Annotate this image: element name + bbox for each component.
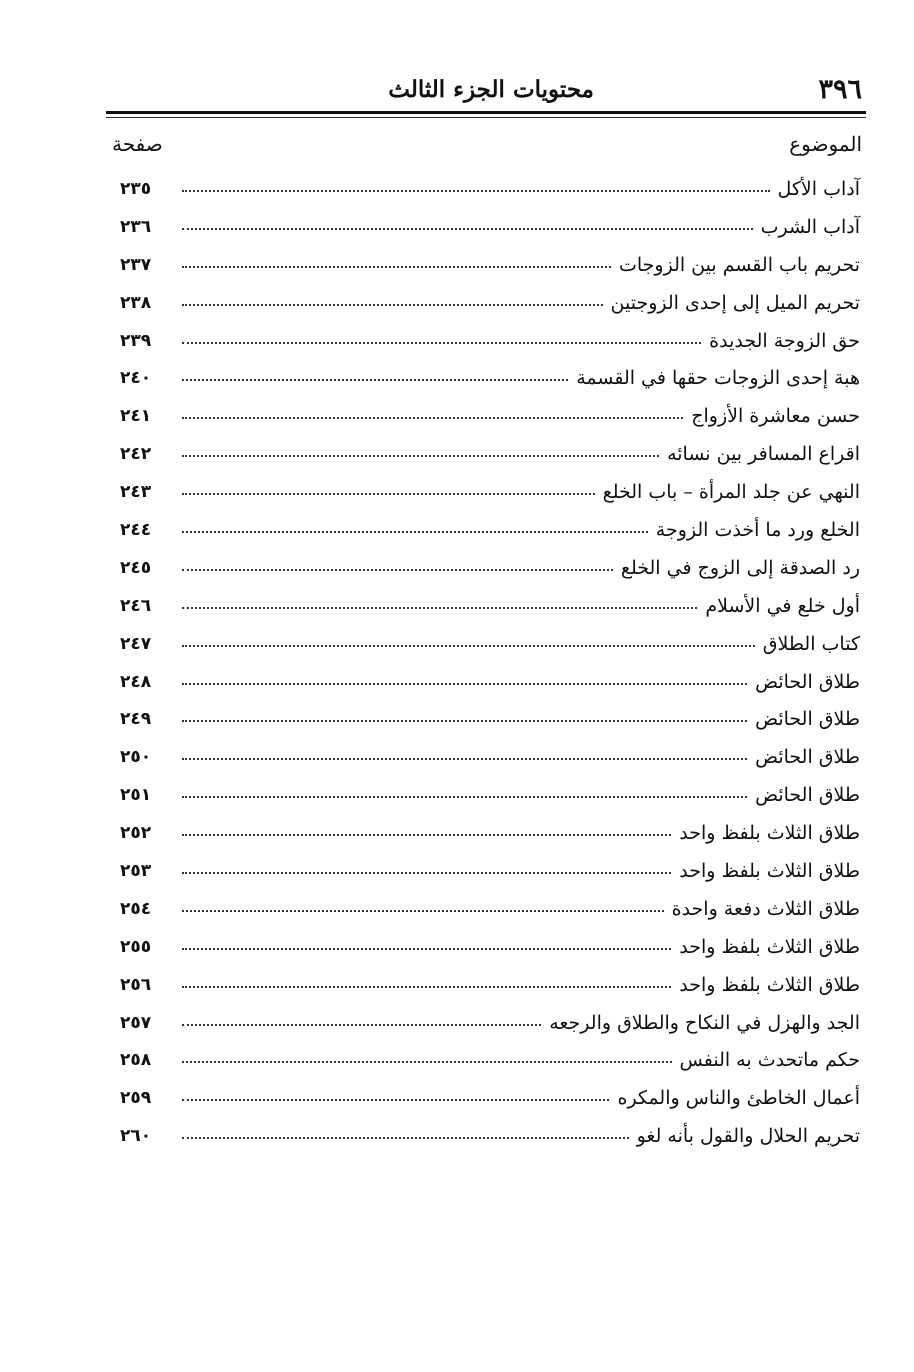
toc-entry-page: ٢٦٠ xyxy=(120,1126,152,1147)
toc-entry xyxy=(120,814,860,852)
toc-entry-title: أعمال الخاطئ والناس والمكره xyxy=(617,1087,860,1110)
dot-leader xyxy=(182,796,747,798)
toc-entry xyxy=(120,397,860,435)
toc-entry xyxy=(120,1004,860,1042)
toc-entry-title: طلاق الحائض xyxy=(755,670,860,693)
toc-entry-page: ٢٣٥ xyxy=(120,178,152,199)
toc-entry-title: حق الزوجة الجديدة xyxy=(709,329,860,352)
dot-leader xyxy=(182,758,747,760)
toc-entry-title: طلاق الحائض xyxy=(755,784,860,807)
toc-entry-page: ٢٥٧ xyxy=(120,1012,152,1033)
toc-entry-title: طلاق الثلاث بلفظ واحد xyxy=(679,935,860,958)
toc-entry-title: هبة إحدى الزوجات حقها في القسمة xyxy=(576,367,860,390)
toc-entry-title: حكم ماتحدث به النفس xyxy=(679,1049,860,1072)
toc-entry-page: ٢٤٧ xyxy=(120,633,152,654)
toc-entry-title: طلاق الحائض xyxy=(755,746,860,769)
toc-entry xyxy=(120,700,860,738)
toc-entry-title: آداب الشرب xyxy=(760,215,860,238)
toc-entry xyxy=(120,322,860,360)
toc-entry xyxy=(120,359,860,397)
toc-entry-title: أول خلع في الأسلام xyxy=(705,594,860,617)
dot-leader xyxy=(182,1024,541,1026)
running-title: محتويات الجزء الثالث xyxy=(388,76,594,103)
toc-entry xyxy=(120,1079,860,1117)
page-header xyxy=(100,72,862,108)
toc-entry-page: ٢٤١ xyxy=(120,406,152,427)
dot-leader xyxy=(182,607,697,609)
toc-entry xyxy=(120,284,860,322)
toc-entry-title: طلاق الثلاث بلفظ واحد xyxy=(679,973,860,996)
dot-leader xyxy=(182,948,671,950)
dot-leader xyxy=(182,304,603,306)
toc-entry-page: ٢٥١ xyxy=(120,785,152,806)
toc-entry-page: ٢٣٨ xyxy=(120,292,152,313)
toc-entry xyxy=(120,246,860,284)
page-column-heading: صفحة xyxy=(112,132,163,156)
toc-entry-page: ٢٤٣ xyxy=(120,482,152,503)
toc-entry-title: الجد والهزل في النكاح والطلاق والرجعه xyxy=(549,1011,860,1034)
toc-entry-title: الخلع ورد ما أخذت الزوجة xyxy=(655,518,860,541)
toc-entry-page: ٢٥٢ xyxy=(120,823,152,844)
toc-entry-page: ٢٥٩ xyxy=(120,1088,152,1109)
toc-entry xyxy=(120,549,860,587)
column-headings xyxy=(100,124,862,164)
dot-leader xyxy=(182,190,770,192)
toc-entry-page: ٢٤٢ xyxy=(120,444,152,465)
toc-entry xyxy=(120,473,860,511)
toc-entry-page: ٢٥٥ xyxy=(120,936,152,957)
toc-entry-title: تحريم الحلال والقول بأنه لغو xyxy=(636,1125,860,1148)
toc-entry xyxy=(120,208,860,246)
toc-entry-title: طلاق الثلاث بلفظ واحد xyxy=(679,822,860,845)
dot-leader xyxy=(182,455,659,457)
header-rule-thick xyxy=(106,111,866,114)
toc-entry-title: آداب الأكل xyxy=(777,177,860,200)
dot-leader xyxy=(182,569,613,571)
toc-entry-title: طلاق الثلاث دفعة واحدة xyxy=(671,897,860,920)
toc-entry xyxy=(120,1041,860,1079)
toc-entry-page: ٢٤٨ xyxy=(120,671,152,692)
page-number: ٣٩٦ xyxy=(818,74,862,105)
toc-entry-page: ٢٤٦ xyxy=(120,595,152,616)
toc-entry xyxy=(120,1117,860,1155)
dot-leader xyxy=(182,834,671,836)
dot-leader xyxy=(182,531,648,533)
toc-entry-title: رد الصدقة إلى الزوج في الخلع xyxy=(620,556,860,579)
dot-leader xyxy=(182,645,755,647)
toc-entry-page: ٢٤٥ xyxy=(120,557,152,578)
toc-entry xyxy=(120,890,860,928)
toc-entry xyxy=(120,966,860,1004)
dot-leader xyxy=(182,1137,629,1139)
toc-entry-title: طلاق الحائض xyxy=(755,708,860,731)
dot-leader xyxy=(182,342,701,344)
toc-entry-page: ٢٣٧ xyxy=(120,254,152,275)
dot-leader xyxy=(182,417,683,419)
toc-entry-title: طلاق الثلاث بلفظ واحد xyxy=(679,859,860,882)
toc-entry xyxy=(120,776,860,814)
header-rule-thin xyxy=(106,117,866,118)
dot-leader xyxy=(182,1061,672,1063)
toc-entry-title: تحريم باب القسم بين الزوجات xyxy=(619,253,860,276)
dot-leader xyxy=(182,228,753,230)
toc-entry-page: ٢٤٩ xyxy=(120,709,152,730)
toc-entry xyxy=(120,663,860,701)
toc-entry-page: ٢٤٤ xyxy=(120,519,152,540)
toc-entry xyxy=(120,738,860,776)
toc-entry-title: كتاب الطلاق xyxy=(762,632,860,655)
dot-leader xyxy=(182,910,664,912)
toc-entry xyxy=(120,435,860,473)
toc-entry-page: ٢٥٠ xyxy=(120,747,152,768)
dot-leader xyxy=(182,872,671,874)
table-of-contents xyxy=(120,170,860,1155)
toc-entry-title: اقراع المسافر بين نسائه xyxy=(667,443,860,466)
toc-entry xyxy=(120,625,860,663)
topic-column-heading: الموضوع xyxy=(789,132,862,156)
dot-leader xyxy=(182,720,747,722)
toc-entry-page: ٢٥٨ xyxy=(120,1050,152,1071)
toc-entry-page: ٢٥٣ xyxy=(120,860,152,881)
dot-leader xyxy=(182,493,595,495)
dot-leader xyxy=(182,683,747,685)
dot-leader xyxy=(182,986,671,988)
toc-entry-title: حسن معاشرة الأزواج xyxy=(691,405,860,428)
toc-entry-page: ٢٥٦ xyxy=(120,974,152,995)
toc-entry xyxy=(120,852,860,890)
toc-entry xyxy=(120,170,860,208)
toc-entry-title: النهي عن جلد المرأة – باب الخلع xyxy=(602,481,860,504)
toc-entry-page: ٢٤٠ xyxy=(120,368,152,389)
toc-entry-page: ٢٣٩ xyxy=(120,330,152,351)
dot-leader xyxy=(182,266,611,268)
dot-leader xyxy=(182,1099,609,1101)
toc-entry xyxy=(120,511,860,549)
toc-entry-page: ٢٣٦ xyxy=(120,216,152,237)
toc-entry xyxy=(120,587,860,625)
toc-entry xyxy=(120,928,860,966)
dot-leader xyxy=(182,379,568,381)
toc-entry-page: ٢٥٤ xyxy=(120,898,152,919)
toc-entry-title: تحريم الميل إلى إحدى الزوجتين xyxy=(610,291,860,314)
